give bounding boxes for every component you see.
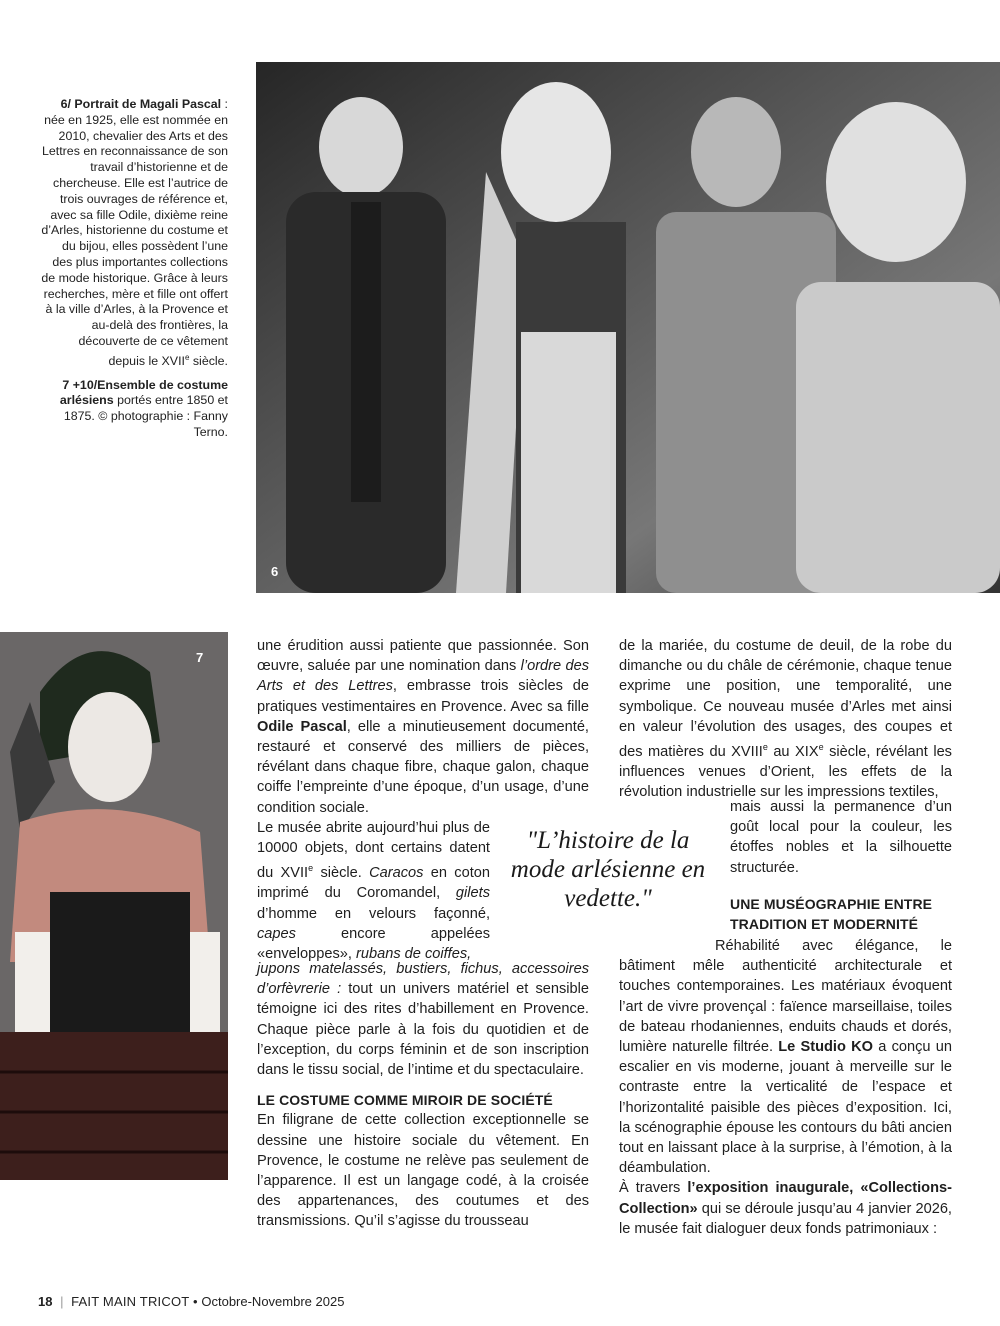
page-number: 18 (38, 1294, 53, 1309)
caption-7 (40, 378, 228, 441)
text-run: tout un univers matériel et sensible témoigne ici des rites d’habillement en Provence. Chaque pièce parle à la fois du quotidien et de l’exception, du corps féminin et de son inscription dans le tissu social, de l’intime et du spectaculaire. (257, 981, 589, 1079)
caption-7-text: portés entre 1850 et 1875. © photographie : Fanny Terno. (63, 393, 228, 440)
caption-6 (40, 97, 228, 370)
text-run-italic: capes (257, 925, 296, 942)
text-run-bold: l’exposition inaugurale, «Collections-Collection» (619, 1180, 952, 1217)
text-run: a conçu un escalier en vis moderne, jouant à merveille sur le contraste entre la verticalité de l’espace et l’horizontalité paisible des pièces d’exposition. Ici, la scénographie épouse les contours du bâti ancien tout en laissant place à la surprise, à l’émotion, à la déambulation. (619, 1039, 952, 1177)
text-run: Réhabilité avec élégance, le bâtiment mêle authenticité architecturale et touches contemporaines. Les matériaux évoquent l’art de vivre provençal : faïence marseillaise, toiles de bateau rhodaniennes, enduits chauds et dorés, lumière naturelle filtrée. (619, 938, 952, 1056)
photo-7-costume (0, 632, 228, 1180)
section-heading-costume: LE COSTUME COMME MIROIR DE SOCIÉTÉ (257, 1092, 553, 1109)
photo-7-number: 7 (196, 650, 204, 665)
text-run-italic: gilets (455, 885, 490, 902)
caption-6-text: : née en 1925, elle est nommée en 2010, chevalier des Arts et des Lettres en reconnaissance de son travail d’historienne et de chercheuse. Elle est l’autrice de trois ouvrages de référence et, avec sa fille Odile, dixième reine d’Arles, historienne du costume et du bijou, elles possèdent l’une des plus importantes collections de mode historique. Grâce à leurs recherches, mère et fille ont offert à la ville d’Arles, à la Provence et au-delà des frontières, la découverte de ce vêtement depuis le XVII (41, 97, 228, 368)
caption-6-end: siècle. (189, 353, 228, 368)
col2-paragraph-3 (619, 936, 952, 1178)
text-run-sup: e (762, 742, 768, 753)
caption-6-sup: e (184, 352, 190, 362)
text-run: siècle, révélant les influences venues d’Orient, les effets de la révolution industrielle sur les impressions textiles, (619, 743, 952, 801)
text-run: À travers (619, 1180, 688, 1197)
text-run-italic: jupons matelassés, bustiers, fichus, accessoires d’orfèvrerie : (257, 961, 589, 998)
pull-quote: "L’histoire de la mode arlésienne en vedette." (510, 827, 706, 912)
col1-paragraph-3 (257, 959, 589, 1080)
text-run: de la mariée, du costume de deuil, de la robe du dimanche ou du châle de cérémonie, chaque tenue exprime une position, une temporalité, une symbolique. Ce nouveau musée d’Arles met ainsi en valeur l’évolution des usages, des coupes et des matières du XVIII (619, 638, 952, 760)
photo-6-illustration (256, 62, 1000, 593)
col1-paragraph-4: En filigrane de cette collection exceptionnelle se dessine une histoire sociale du vêtement. En Provence, le costume ne relève pas seulement de l’apparence. Il est un langage codé, à la croisée des appartenances, des coutumes et des transmissions. Qu’il s’agisse du trousseau (257, 1112, 589, 1230)
publication-name: FAIT MAIN TRICOT • (71, 1294, 198, 1309)
text-run: d’homme en velours façonné, (257, 905, 490, 922)
text-run-italic: rubans de coiffes, (356, 946, 472, 963)
col1-paragraph-1 (257, 636, 589, 818)
caption-7-title: 7 +10/Ensemble de costume arlésiens (59, 377, 228, 408)
text-run: , embrasse trois siècles de pratiques vestimentaires en Provence. Avec sa fille (257, 678, 589, 715)
photo-6-portrait (256, 62, 1000, 593)
column-2 (619, 636, 952, 802)
photo-caption (40, 97, 228, 449)
page-footer (38, 1294, 344, 1309)
text-run: encore appelées «enveloppes», (257, 925, 490, 963)
text-run: qui se déroule jusqu’au 4 janvier 2026, le musée fait dialoguer deux fonds patrimoniaux : (619, 1200, 952, 1237)
photo-7-illustration (0, 632, 228, 1180)
column-1 (257, 636, 589, 818)
caption-6-title: 6/ Portrait de Magali Pascal (60, 97, 222, 111)
column-1-narrow (257, 818, 490, 964)
text-run-italic: Caracos (369, 865, 424, 882)
text-run: une érudition aussi patiente que passionnée. Son œuvre, saluée par une nomination dans (257, 638, 589, 675)
text-run: au XIX (767, 743, 819, 760)
col2-paragraph-2: mais aussi la permanence d’un goût local pour la couleur, les étoffes nobles et la silhouette structurée. (730, 799, 952, 876)
text-run-bold: Le Studio KO (778, 1039, 874, 1056)
col2-paragraph-1 (619, 636, 952, 802)
text-run-sup: e (818, 742, 824, 753)
text-run: en coton imprimé du Coromandel, (257, 865, 490, 902)
col2-paragraph-4 (619, 1178, 952, 1239)
footer-separator: | (60, 1294, 64, 1309)
issue-date: Octobre-Novembre 2025 (201, 1294, 345, 1309)
text-run-bold: Odile Pascal (257, 718, 347, 735)
photo-6-number: 6 (271, 564, 279, 579)
section-heading-museography: UNE MUSÉOGRAPHIE ENTRE TRADITION ET MODERNITÉ (730, 895, 933, 933)
text-run: Le musée abrite aujourd’hui plus de 10000 objets, dont certains datent du XVII (257, 820, 490, 882)
col1-paragraph-2 (257, 818, 490, 964)
text-run-sup: e (308, 863, 314, 874)
column-1-lower (257, 959, 589, 1232)
text-run: , elle a minutieusement documenté, restauré et conservé des milliers de pièces, révélant dans chaque fibre, chaque galon, chaque coiffe l’empreinte d’une époque, d’un usage, d’une condition sociale. (257, 718, 589, 816)
text-run-italic: l’ordre des Arts et des Lettres (257, 658, 589, 695)
text-run: siècle. (313, 865, 370, 882)
column-2-lower (619, 936, 952, 1239)
column-2-narrow (730, 797, 952, 934)
